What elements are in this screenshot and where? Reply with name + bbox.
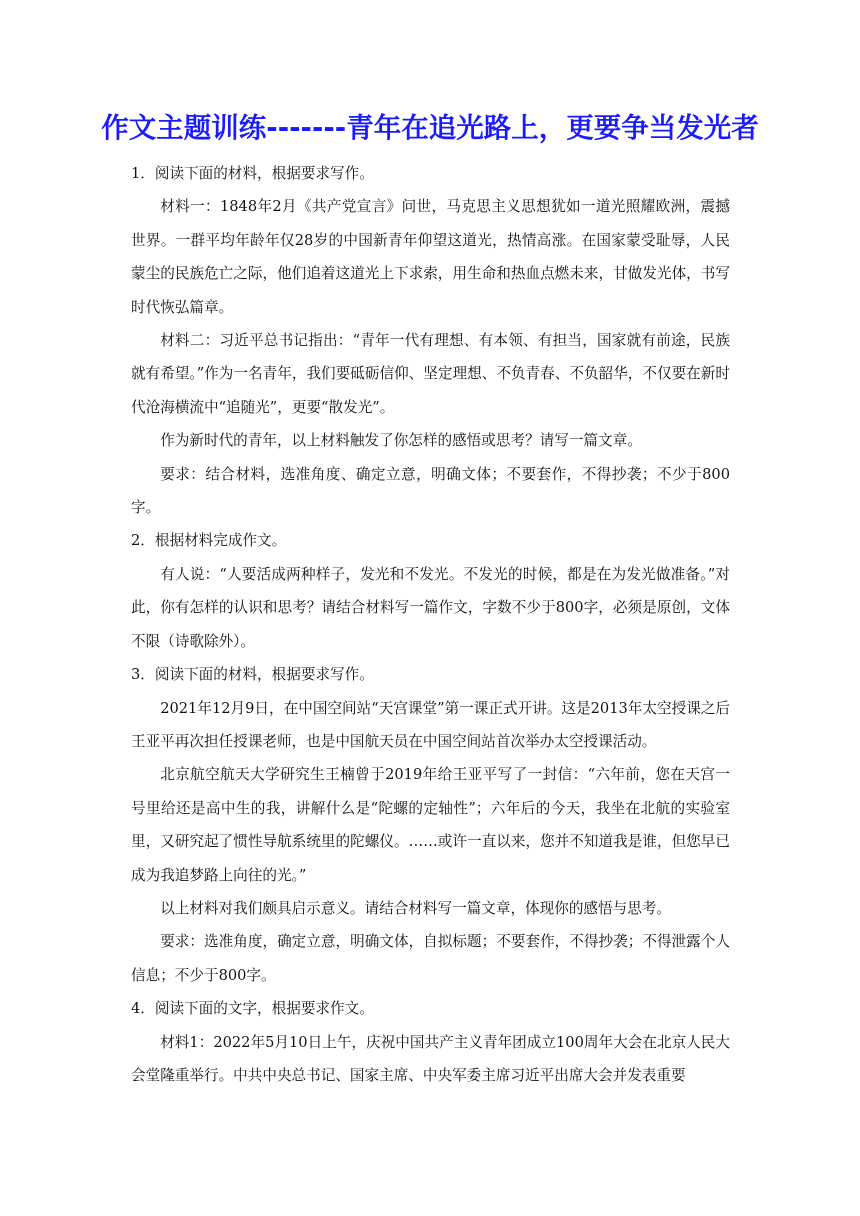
paragraph: 材料二：习近平总书记指出：“青年一代有理想、有本领、有担当，国家就有前途，民族就有希望。”作为一名青年，我们要砥砺信仰、坚定理想、不负青春、不负韶华，不仅要在新时代沧海横流中“追随光”，更要“散发光”。 (131, 332, 730, 416)
paragraph: 作为新时代的青年，以上材料触发了你怎样的感悟或思考？请写一篇文章。 (160, 432, 642, 450)
question-heading: 2．根据材料完成作文。 (131, 532, 287, 550)
paragraph: 要求：结合材料，选准角度、确定立意，明确文体；不要套作，不得抄袭；不少于800字。 (131, 465, 730, 517)
document-title: 作文主题训练-------青年在追光路上，更要争当发光者 (101, 112, 759, 144)
question-heading: 3．阅读下面的材料，根据要求写作。 (131, 666, 374, 684)
paragraph: 北京航空航天大学研究生王楠曾于2019年给王亚平写了一封信：“六年前，您在天宫一号里给还是高中生的我，讲解什么是“陀螺的定轴性”；六年后的今天，我坐在北航的实验室里，又研究起了惯性导航系统里的陀螺仪。……或许一直以来，您并不知道我是谁，但您早已成为我追梦路上向往的光。” (131, 766, 730, 884)
question-heading: 4．阅读下面的文字，根据要求作文。 (131, 1000, 374, 1018)
paragraph: 有人说：“人要活成两种样子，发光和不发光。不发光的时候，都是在为发光做准备。”对此，你有怎样的认识和思考？请结合材料写一篇作文，字数不少于800字，必须是原创，文体不限（诗歌除外）。 (131, 565, 730, 650)
question-heading: 1．阅读下面的材料，根据要求写作。 (131, 165, 374, 182)
document-body (131, 157, 730, 1092)
paragraph: 要求：选准角度，确定立意，明确文体，自拟标题；不要套作，不得抄袭；不得泄露个人信息；不少于800字。 (131, 933, 730, 984)
paragraph: 以上材料对我们颇具启示意义。请结合材料写一篇文章，体现你的感悟与思考。 (160, 899, 671, 917)
paragraph: 材料一：1848年2月《共产党宣言》问世，马克思主义思想犹如一道光照耀欧洲，震撼世界。一群平均年龄年仅28岁的中国新青年仰望这道光，热情高涨。在国家蒙受耻辱，人民蒙尘的民族危亡之际，他们追着这道光上下求索，用生命和热血点燃未来，甘做发光体，书写时代恢弘篇章。 (131, 198, 730, 316)
paragraph: 材料1：2022年5月10日上午，庆祝中国共产主义青年团成立100周年大会在北京人民大会堂隆重举行。中共中央总书记、国家主席、中央军委主席习近平出席大会并发表重要 (131, 1033, 730, 1084)
paragraph: 2021年12月9日，在中国空间站“天宫课堂”第一课正式开讲。这是2013年太空授课之后王亚平再次担任授课老师，也是中国航天员在中国空间站首次举办太空授课活动。 (131, 699, 730, 750)
